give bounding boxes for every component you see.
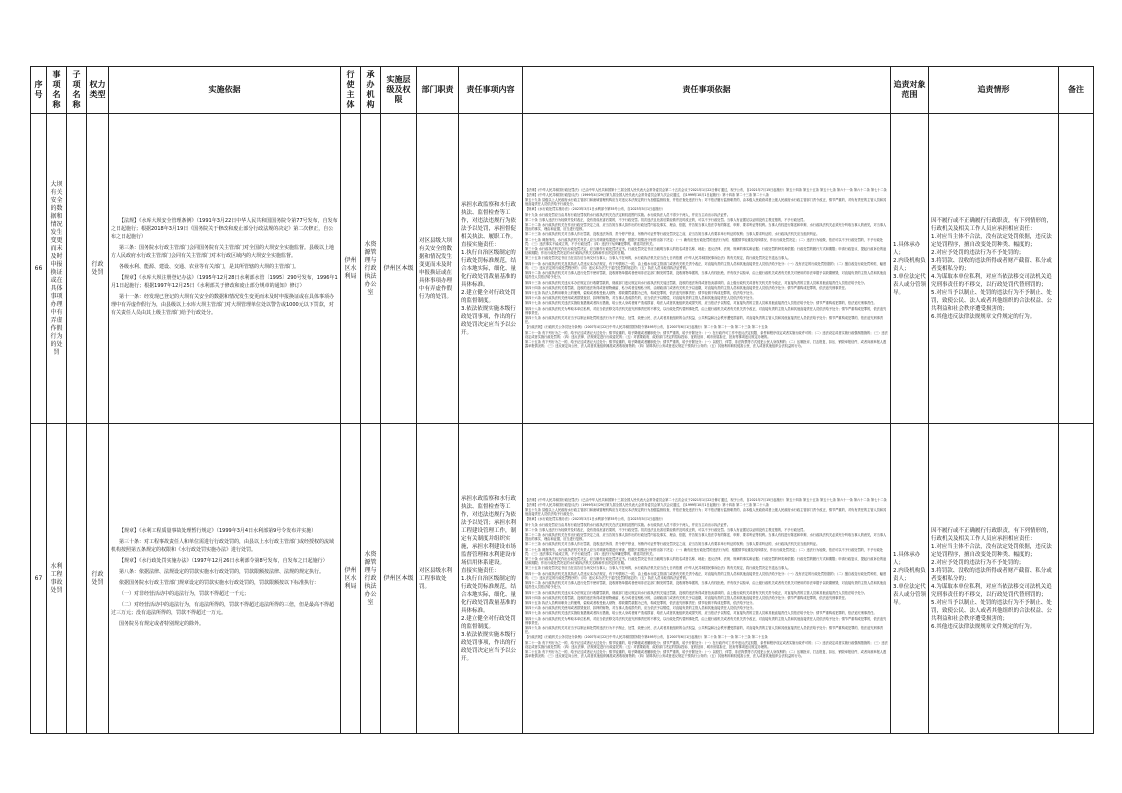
basis-paragraph: 【规章】《水利工程质量事故处理暂行规定》（1999年3月4日水利部第9号令发布并实施） xyxy=(119,527,317,534)
basis-paragraph: 依据国务院水行政主管部门规章设定的罚款实施水行政处罚的，罚款限额按以下标准执行： xyxy=(119,579,320,586)
liability-paragraph: 第五十九条 县级以上人民政府水行政主管部门和流域管理机构应当对违反本法规定的行为加强监督检查，并依法查处违法行为；对不依法履行监督职责的，由本级人民政府或者上级人民政府水行政主管部门责令改正，情节严重的，对负有责任的主管人员和其他直接责任人员依法给予行政处分。 xyxy=(525,508,887,517)
header-cell: 实施层级及权限 xyxy=(381,67,417,114)
liability-paragraph: 第四十六条 水行政执法机关使用或者损毁查封、扣押的财物，对当事人造成损失的，应当依法予以赔偿，对直接负责的主管人员和其他直接责任人员依法给予处分。 xyxy=(525,606,756,611)
header-cell: 事项名称 xyxy=(47,67,67,114)
liability-paragraph: 第二十五条 有下列行为之一的，给予记过或者记大过处分；情节较重的，给予降级或者撤职处分；情节严重的，给予开除处分：（一）以殴打、体罚、非法拘禁等方式侵犯公民人身权利的；（二）压制批评，打击报复，扣压、销毁举报信件，或者向被举报人透露举报情况的；（三）违反规定向公民、法人或者其他组织摊派或者收取财物的；（四）妨碍执行公务或者违反规定干预执行公务的；（五）其他利用职权侵害公民、法人或者其他组织合法权益的行为。 xyxy=(525,339,887,349)
header-cell: 承办机构 xyxy=(361,67,381,114)
header-cell: 追责情形 xyxy=(929,67,1059,114)
responsibility-basis xyxy=(523,114,891,424)
content-paragraph: 1.执行自治区级制定的行政处罚标准规范，结合本地实际，细化、量化行政处罚裁量基准的具体标准。 xyxy=(461,249,517,288)
basis-paragraph: 【法规】《水库大坝安全管理条例》（1991年3月22日中华人民共和国国务院令第77号发布，自发布之日起施行；根据2018年3月19日《国务院关于修改和废止部分行政法规的决定》第二次修正，自公布之日起施行） xyxy=(111,218,338,240)
liability-paragraph: 第二十三条 水行政执法机关对当事人作出罚款、没收违法所得、责令停产停业、吊销许可证件等行政处罚决定之前，应当告知当事人有要求举行听证的权利；当事人要求听证的，水行政执法机关应当组织听证。 xyxy=(525,232,820,237)
liability-paragraph: 第三十五条 行政处罚决定书应当在宣告后当场交付当事人；当事人不在场的，水行政执法机关应当在七日内依照《中华人民共和国民事诉讼法》的有关规定，将行政处罚决定书送达当事人。 xyxy=(525,566,791,571)
liability-paragraph: 第四十一条 水行政执法机关及其执法人员违反本办法规定，有下列情形之一的，由上级水行政主管部门或者有关机关责令改正，对直接负责的主管人员和其他直接责任人员依法给予处分：（一）没有法定的行政处罚依据的；（二）擅自改变行政处罚种类、幅度的；（三）违反法定的行政处罚程序的；（四）违反本办法关于委托处罚的规定的；（五）执法人员未取得执法证件的。 xyxy=(525,571,887,580)
liability-paragraph: 第三十五条 行政处罚决定书应当在宣告后当场交付当事人；当事人不在场的，水行政执法机关应当在七日内依照《中华人民共和国民事诉讼法》的有关规定，将行政处罚决定书送达当事人。 xyxy=(525,256,791,261)
liability-paragraph: 【法律】《中华人民共和国行政复议法》（1999年4月29日第九届全国人民代表大会常务委员会第九次会议通过，自1999年10月1日起施行）第十四条 第二十三条 第二十八条 xyxy=(525,192,769,197)
liability-paragraph: 【法律】《中华人民共和国行政处罚法》（已由中华人民共和国第十三届全国人民代表大会常务委员会第二十五次会议于2021年1月22日修订通过，现予公布，自2021年7月15日起施行）第五十四条 第五十五条 第五十七条 第六十一条 第六十二条 第七十二条 xyxy=(525,187,887,192)
basis-paragraph: 国务院另有规定或者特别规定的除外。 xyxy=(119,620,205,627)
header-cell: 子项名称 xyxy=(67,67,87,114)
case-item: 4.为谋取本单位私利，对应当依法移交司法机关追究刑事责任的不移交，以行政处罚代替刑罚的； xyxy=(931,273,1052,288)
liability-paragraph: 第五十九条 县级以上人民政府水行政主管部门和流域管理机构应当对违反本法规定的行为加强监督检查，并依法查处违法行为；对不依法履行监督职责的，由本级人民政府或者上级人民政府水行政主管部门责令改正，情节严重的，对负有责任的主管人员和其他直接责任人员依法给予行政处分。 xyxy=(525,198,887,207)
liability-paragraph: 第十九条 水行政处罚应当由具有行政处罚权的水行政执法机关在法定职权范围内实施。水行政执法人员不得少于两人，并应当主动出示执法证件。 xyxy=(525,522,731,527)
liability-paragraph: 第二十七条 调查终结，水行政执法机关负责人应当对调查结果进行审查，根据不同情况分别作出如下决定：（一）确有应受行政处罚的违法行为的，根据情节轻重及具体情况，作出行政处罚决定；（二）违法行为轻微，依法可以不予行政处罚的，不予行政处罚；（三）违法事实不能成立的，不予行政处罚；（四）违法行为涉嫌犯罪的，移送司法机关。 xyxy=(525,237,883,246)
header-row xyxy=(31,67,1094,114)
basis-paragraph: 【规章】《水库大坝注册登记办法》（1995年12月28日水利部水管〔1995〕290号发布，1996年1月1日起施行；根据1997年12月25日《水利部关于修改和废止部分规章的通知》修订） xyxy=(111,275,338,289)
scope-item: 1.具体承办人； xyxy=(893,241,921,256)
sub-item-name xyxy=(67,114,87,424)
liability-paragraph: 第四十一条 水行政执法机关及其执法人员违反本办法规定，有下列情形之一的，由上级水行政主管部门或者有关机关责令改正，对直接负责的主管人员和其他直接责任人员依法给予处分：（一）没有法定的行政处罚依据的；（二）擅自改变行政处罚种类、幅度的；（三）违反法定的行政处罚程序的；（四）违反本办法关于委托处罚的规定的；（五）执法人员未取得执法证件的。 xyxy=(525,261,887,270)
power-type: 行政处罚 xyxy=(87,114,109,424)
liability-paragraph: 第二十条 当事人违法行为轻微并及时改正，没有造成危害后果的，不予行政处罚。初次违法且危害后果轻微并及时改正的，可以不予行政处罚。当事人有证据足以证明没有主观过错的，不予行政处罚。 xyxy=(525,527,807,532)
case-item: 1.对应当主体不合法，没有法定处罚依据，违反法定处罚程序，擅自改变处罚种类、幅度的； xyxy=(931,543,1052,558)
header-cell: 权力类型 xyxy=(87,67,109,114)
scope-item: 2.内设机构负责人； xyxy=(893,257,926,272)
basis-paragraph: （一）对非经营活动中的违法行为，罚款不得超过一千元； xyxy=(119,590,250,597)
case-item: 1.对应当主体不合法，没有法定处罚依据，违反法定处罚程序，擅自改变处罚种类、幅度的； xyxy=(931,233,1052,248)
liability-paragraph: 第四十五条 执法人员利用职务上的便利，索取或者收受他人财物、将收缴罚款据为己有，构成犯罪的，依法追究刑事责任；情节轻微不构成犯罪的，依法给予处分。 xyxy=(525,600,756,605)
basis-paragraph: 各级水利、能源、建设、交通、农业等有关部门，是其所管辖的大坝的主管部门。 xyxy=(119,264,300,270)
liability-paragraph: 第四十四条 水行政执法机关将罚款、没收的违法所得或者财物截留、私分或者变相私分的，由财政部门或者有关机关予以追缴，对直接负责的主管人员和其他直接责任人员依法给予处分；情节严重构成犯罪的，依法追究刑事责任。 xyxy=(525,595,848,600)
content-paragraph: 直接实施责任： xyxy=(461,567,500,574)
content-paragraph: 2.建立健全对行政处罚的监督制度。 xyxy=(461,289,516,304)
basis-paragraph: 【规章】《水行政处罚实施办法》（1997年12月26日水利部令第8号发布，自发布之日起施行） xyxy=(119,557,328,564)
liability-paragraph: 第二十七条 调查终结，水行政执法机关负责人应当对调查结果进行审查，根据不同情况分别作出如下决定：（一）确有应受行政处罚的违法行为的，根据情节轻重及具体情况，作出行政处罚决定；（二）违法行为轻微，依法可以不予行政处罚的，不予行政处罚；（三）违法事实不能成立的，不予行政处罚；（四）违法行为涉嫌犯罪的，移送司法机关。 xyxy=(525,547,883,556)
liability-paragraph: 【行政法规】《行政机关公务员处分条例》（2007年4月22日中华人民共和国国务院令第495号公布，自2007年6月1日起施行）第二十条 第二十一条 第二十三条 第二十五条 xyxy=(525,635,768,640)
accountability-scope xyxy=(891,114,929,424)
implementation-basis xyxy=(109,114,341,424)
power-list-table xyxy=(30,66,1094,734)
basis-paragraph: （二）对经营活动中的违法行为，有违法所得的，罚款不得超过违法所得的三倍，但是最高不得超过三万元；没有违法所得的，罚款不得超过一万元。 xyxy=(111,601,335,616)
liability-paragraph: 【法律】《中华人民共和国行政处罚法》（已由中华人民共和国第十三届全国人民代表大会常务委员会第二十五次会议于2021年1月22日修订通过，现予公布，自2021年7月15日起施行）第五十四条 第五十五条 第五十七条 第六十一条 第六十二条 第七十二条 xyxy=(525,497,887,502)
header-cell: 部门职责 xyxy=(417,67,459,114)
header-cell: 备注 xyxy=(1059,67,1094,114)
content-paragraph: 承担水政监察和水行政执法、监督检查等工作，对违法违规行为依法予以处罚，承担督促相关执法、履职工作。 xyxy=(461,201,517,240)
header-cell: 实施依据 xyxy=(109,67,341,114)
header-cell: 序号 xyxy=(31,67,47,114)
scope-item: 3.单位法定代表人或分管领导。 xyxy=(893,273,927,296)
liability-paragraph: 第三十条 水行政执法机关作出行政处罚决定，应当制作行政处罚决定书。行政处罚决定书应当载明当事人的姓名或者名称、地址；违反法律、法规、规章的事实和证据；行政处罚的种类和依据；行政处罚的履行方式和期限；申请行政复议、提起行政诉讼的途径和期限；作出行政处罚决定的水行政执法机关名称和作出决定的日期。 xyxy=(525,247,887,256)
accountability-cases xyxy=(929,424,1059,734)
case-item: 2.对应予处罚的违法行为不予处罚的； xyxy=(931,249,1025,256)
implementation-basis xyxy=(109,424,341,734)
remark xyxy=(1059,424,1094,734)
content-paragraph: 直接实施责任： xyxy=(461,241,500,248)
case-item: 5.对应当予以制止、处罚的违法行为不予制止、处罚，致使公民、法人或者其他组织的合法权益、公共利益和社会秩序遭受损害的； xyxy=(931,289,1053,312)
scope-item: 3.单位法定代表人或分管领导。 xyxy=(893,583,927,606)
basis-paragraph: 第十一条：经发现已登记的大坝有关安全的数据和情况发生变更而未及时申报换证或在具体事项办理中有弄虚作假行为，由县级以上水库大坝主管部门对大坝管理单位处以警告或1000元以下罚款，对有关责任人员由其上级主管部门给予行政处分。 xyxy=(111,294,335,316)
liability-paragraph: 第四十七条 水行政执法机关违法实施检查措施或者执行措施，给公民人身或者财产造成损害、给法人或者其他组织造成损失的，应当依法予以赔偿，对直接负责的主管人员和其他直接责任人员依法给予处分；情节严重构成犯罪的，依法追究刑事责任。 xyxy=(525,301,877,306)
liability-paragraph: 第二十三条 水行政执法机关对当事人作出罚款、没收违法所得、责令停产停业、吊销许可证件等行政处罚决定之前，应当告知当事人有要求举行听证的权利；当事人要求听证的，水行政执法机关应当组织听证。 xyxy=(525,542,820,547)
liability-paragraph: 第二十二条 水行政执法机关在作出行政处罚决定之前，应当告知当事人拟作出的行政处罚内容及事实、理由、依据，并告知当事人依法享有的陈述、申辩、要求听证等权利。当事人有权进行陈述和申辩，水行政执法机关必须充分听取当事人的意见，对当事人提出的事实、理由和证据，应当进行复核。 xyxy=(525,223,887,232)
liability-paragraph: 【法律】《中华人民共和国行政复议法》（1999年4月29日第九届全国人民代表大会常务委员会第九次会议通过，自1999年10月1日起施行）第十四条 第二十三条 第二十八条 xyxy=(525,502,769,507)
liability-paragraph: 第二十一条 有下列行为之一的，给予记过或者记大过处分；情节较重的，给予降级或者撤职处分；情节严重的，给予开除处分：（一）在行政许可工作中违反法定权限、条件和程序设定或者实施行政许可的；（二）违法设定或者实施行政强制措施的；（三）违法设定或者实施行政处罚的；（四）违反法律、法规规定进行行政委托的；（五）对需要政府、政府部门决定的招标投标、征收征用、城市房屋拆迁、拍卖等事项违反规定办理的。 xyxy=(525,640,888,649)
executing-subject: 伊州区水利局 xyxy=(341,114,361,424)
responsibility-content xyxy=(459,424,523,734)
case-item: 3.将罚款、没收的违法所得或者财产截留、私分或者变相私分的； xyxy=(931,257,1052,272)
content-paragraph: 1.执行自治区级制定的行政处罚标准规范，结合本地实际，细化、量化行政处罚裁量基准的具体标准。 xyxy=(461,575,517,614)
liability-paragraph: 第四十九条 水行政执法机关对应当予以制止和处罚的违法行为不予制止、处罚，致使公民、法人或者其他组织的合法权益、公共利益和社会秩序遭受损害的，对直接负责的主管人员和其他直接责任人员依法给予处分；情节严重构成犯罪的，依法追究刑事责任。 xyxy=(525,315,884,325)
table-row xyxy=(31,114,1094,424)
content-paragraph: 2.建立健全对行政处罚的监督制度。 xyxy=(461,615,516,630)
handling-org: 水资源管理与行政执法办公室 xyxy=(361,114,381,424)
case-item: 因不履行或不正确履行行政职责，有下列情形的，行政机关及相关工作人员应承担相应责任： xyxy=(931,527,1053,542)
header-cell: 追责对象范围 xyxy=(891,67,929,114)
liability-paragraph: 第十九条 水行政处罚应当由具有行政处罚权的水行政执法机关在法定职权范围内实施。水行政执法人员不得少于两人，并应当主动出示执法证件。 xyxy=(525,212,731,217)
liability-paragraph: 第四十五条 执法人员利用职务上的便利，索取或者收受他人财物、将收缴罚款据为己有，构成犯罪的，依法追究刑事责任；情节轻微不构成犯罪的，依法给予处分。 xyxy=(525,290,756,295)
basis-paragraph: 第三十条：对工程事故责任人和单位需进行行政处罚的，由县以上水行政主管部门或经授权的流域机构按照第五条规定的权限和《水行政处罚实施办法》进行处罚。 xyxy=(111,538,335,553)
case-item: 6.其他违反法律法规规章文件规定的行为。 xyxy=(931,313,1036,320)
department-duty: 对区县级大坝有关安全的数据和情况发生变更而未及时申报换证或在具体事项办理中有弄虚作假行为的处罚。 xyxy=(417,114,459,424)
row-number: 67 xyxy=(31,424,47,734)
liability-paragraph: 第四十三条 水行政执法机关违反本办法规定自行收缴罚款的，财政部门违反规定向水行政执法机关返还罚款、没收的违法所得或者拍卖款项的，由上级行政机关或者有关机关责令改正，对直接负责的主管人员和其他直接责任人员依法给予处分。 xyxy=(525,280,868,285)
case-item: 3.将罚款、没收的违法所得或者财产截留、私分或者变相私分的； xyxy=(931,567,1052,582)
liability-paragraph: 第二十条 当事人违法行为轻微并及时改正，没有造成危害后果的，不予行政处罚。初次违法且危害后果轻微并及时改正的，可以不予行政处罚。当事人有证据足以证明没有主观过错的，不予行政处罚。 xyxy=(525,217,807,222)
table-row xyxy=(31,424,1094,734)
responsibility-content xyxy=(459,114,523,424)
case-item: 5.对应当予以制止、处罚的违法行为不予制止、处罚，致使公民、法人或者其他组织的合法权益、公共利益和社会秩序遭受损害的； xyxy=(931,599,1053,622)
accountability-scope xyxy=(891,424,929,734)
liability-paragraph: 【行政法规】《行政机关公务员处分条例》（2007年4月22日中华人民共和国国务院令第495号公布，自2007年6月1日起施行）第二十条 第二十一条 第二十三条 第二十五条 xyxy=(525,325,768,330)
content-paragraph: 承担水政监察和水行政执法、监督检查等工作，对违法违规行为依法予以处罚；承担水利工程建设管理工作，制定有关制度并组织实施，承担水利建设市场监督管理和水利建设市场信用体系建设。 xyxy=(461,495,517,566)
liability-paragraph: 第四十二条 水行政执法机关对当事人进行处罚不使用罚款、没收财物单据或者使用非法定部门制发的罚款、没收财物单据的，当事人有权拒绝，并有权予以检举，由上级行政机关或者有关机关对使用的非法单据予以收缴销毁，对直接负责的主管人员和其他直接责任人员依法给予处分。 xyxy=(525,271,887,280)
basis-paragraph: 第八条：依据法律、法规设定的罚款实施水行政处罚的，罚款限额按法律、法规的规定执行。 xyxy=(119,568,325,575)
header-cell: 责任事项依据 xyxy=(523,67,891,114)
implementation-level: 伊州区本级 xyxy=(381,114,417,424)
liability-paragraph: 第四十八条 水行政执法机关为牟取本单位私利，对应当依法移交司法机关追究刑事责任的不移交，以行政处罚代替刑事处罚，由上级行政机关或者有关机关责令改正，对直接负责的主管人员和其他直接责任人员依法给予处分；情节严重构成犯罪的，依法追究刑事责任。 xyxy=(525,306,887,315)
scope-item: 1.具体承办人； xyxy=(893,551,921,566)
liability-paragraph: 【规章】《水行政处罚实施办法》（2023年3月1日水利部令第55号公布，自2023年5月1日起施行） xyxy=(525,207,665,212)
liability-paragraph: 第四十九条 水行政执法机关对应当予以制止和处罚的违法行为不予制止、处罚，致使公民、法人或者其他组织的合法权益、公共利益和社会秩序遭受损害的，对直接负责的主管人员和其他直接责任人员依法给予处分；情节严重构成犯罪的，依法追究刑事责任。 xyxy=(525,625,884,635)
liability-paragraph: 第三十条 水行政执法机关作出行政处罚决定，应当制作行政处罚决定书。行政处罚决定书应当载明当事人的姓名或者名称、地址；违反法律、法规、规章的事实和证据；行政处罚的种类和依据；行政处罚的履行方式和期限；申请行政复议、提起行政诉讼的途径和期限；作出行政处罚决定的水行政执法机关名称和作出决定的日期。 xyxy=(525,557,887,566)
case-item: 4.为谋取本单位私利，对应当依法移交司法机关追究刑事责任的不移交，以行政处罚代替刑罚的； xyxy=(931,583,1052,598)
case-item: 6.其他违反法律法规规章文件规定的行为。 xyxy=(931,623,1036,630)
sub-item-name xyxy=(67,424,87,734)
item-name: 水利工程事故处罚 xyxy=(47,424,67,734)
scope-item: 2.内设机构负责人； xyxy=(893,567,926,582)
responsibility-basis xyxy=(523,424,891,734)
liability-paragraph: 第四十六条 水行政执法机关使用或者损毁查封、扣押的财物，对当事人造成损失的，应当依法予以赔偿，对直接负责的主管人员和其他直接责任人员依法给予处分。 xyxy=(525,296,756,301)
liability-paragraph: 第二十二条 水行政执法机关在作出行政处罚决定之前，应当告知当事人拟作出的行政处罚内容及事实、理由、依据，并告知当事人依法享有的陈述、申辩、要求听证等权利。当事人有权进行陈述和申辩，水行政执法机关必须充分听取当事人的意见，对当事人提出的事实、理由和证据，应当进行复核。 xyxy=(525,533,887,542)
power-type: 行政处罚 xyxy=(87,424,109,734)
item-name: 大坝有关安全的数据和情况发生变更而未及时申报换证或在具体事项办理中有弄虚作假行为的处罚 xyxy=(47,114,67,424)
executing-subject: 伊州区水利局 xyxy=(341,424,361,734)
liability-paragraph: 第二十五条 有下列行为之一的，给予记过或者记大过处分；情节较重的，给予降级或者撤职处分；情节严重的，给予开除处分：（一）以殴打、体罚、非法拘禁等方式侵犯公民人身权利的；（二）压制批评，打击报复，扣压、销毁举报信件，或者向被举报人透露举报情况的；（三）违反规定向公民、法人或者其他组织摊派或者收取财物的；（四）妨碍执行公务或者违反规定干预执行公务的；（五）其他利用职权侵害公民、法人或者其他组织合法权益的行为。 xyxy=(525,649,887,659)
content-paragraph: 3.依法依规实施本级行政处罚事项，作出的行政处罚决定应当予以公开。 xyxy=(461,631,517,662)
remark xyxy=(1059,114,1094,424)
liability-paragraph: 第四十四条 水行政执法机关将罚款、没收的违法所得或者财物截留、私分或者变相私分的，由财政部门或者有关机关予以追缴，对直接负责的主管人员和其他直接责任人员依法给予处分；情节严重构成犯罪的，依法追究刑事责任。 xyxy=(525,285,848,290)
accountability-cases xyxy=(929,114,1059,424)
implementation-level: 伊州区本级 xyxy=(381,424,417,734)
liability-paragraph: 【规章】《水行政处罚实施办法》（2023年3月1日水利部令第55号公布，自2023年5月1日起施行） xyxy=(525,517,665,522)
department-duty: 对区县级水利工程事故处罚。 xyxy=(417,424,459,734)
liability-paragraph: 第四十七条 水行政执法机关违法实施检查措施或者执行措施，给公民人身或者财产造成损害、给法人或者其他组织造成损失的，应当依法予以赔偿，对直接负责的主管人员和其他直接责任人员依法给予处分；情节严重构成犯罪的，依法追究刑事责任。 xyxy=(525,611,877,616)
row-number: 66 xyxy=(31,114,47,424)
header-cell: 行使主体 xyxy=(341,67,361,114)
liability-paragraph: 第二十一条 有下列行为之一的，给予记过或者记大过处分；情节较重的，给予降级或者撤职处分；情节严重的，给予开除处分：（一）在行政许可工作中违反法定权限、条件和程序设定或者实施行政许可的；（二）违法设定或者实施行政强制措施的；（三）违法设定或者实施行政处罚的；（四）违反法律、法规规定进行行政委托的；（五）对需要政府、政府部门决定的招标投标、征收征用、城市房屋拆迁、拍卖等事项违反规定办理的。 xyxy=(525,330,888,339)
liability-paragraph: 第四十二条 水行政执法机关对当事人进行处罚不使用罚款、没收财物单据或者使用非法定部门制发的罚款、没收财物单据的，当事人有权拒绝，并有权予以检举，由上级行政机关或者有关机关对使用的非法单据予以收缴销毁，对直接负责的主管人员和其他直接责任人员依法给予处分。 xyxy=(525,581,887,590)
basis-paragraph: 第三条：国务院水行政主管部门会同国务院有关主管部门对全国的大坝安全实施监督。县级以上地方人民政府水行政主管部门会同有关主管部门对本行政区域内的大坝安全实施监督。 xyxy=(111,245,335,259)
case-item: 因不履行或不正确履行行政职责，有下列情形的，行政机关及相关工作人员应承担相应责任： xyxy=(931,217,1053,232)
handling-org: 水资源管理与行政执法办公室 xyxy=(361,424,381,734)
case-item: 2.对应予处罚的违法行为不予处罚的； xyxy=(931,559,1025,566)
liability-paragraph: 第四十三条 水行政执法机关违反本办法规定自行收缴罚款的，财政部门违反规定向水行政执法机关返还罚款、没收的违法所得或者拍卖款项的，由上级行政机关或者有关机关责令改正，对直接负责的主管人员和其他直接责任人员依法给予处分。 xyxy=(525,590,868,595)
content-paragraph: 3.依法依规实施本级行政处罚事项，作出的行政处罚决定应当予以公开。 xyxy=(461,305,517,336)
liability-paragraph: 第四十八条 水行政执法机关为牟取本单位私利，对应当依法移交司法机关追究刑事责任的不移交，以行政处罚代替刑事处罚，由上级行政机关或者有关机关责令改正，对直接负责的主管人员和其他直接责任人员依法给予处分；情节严重构成犯罪的，依法追究刑事责任。 xyxy=(525,616,887,625)
header-cell: 责任事项内容 xyxy=(459,67,523,114)
